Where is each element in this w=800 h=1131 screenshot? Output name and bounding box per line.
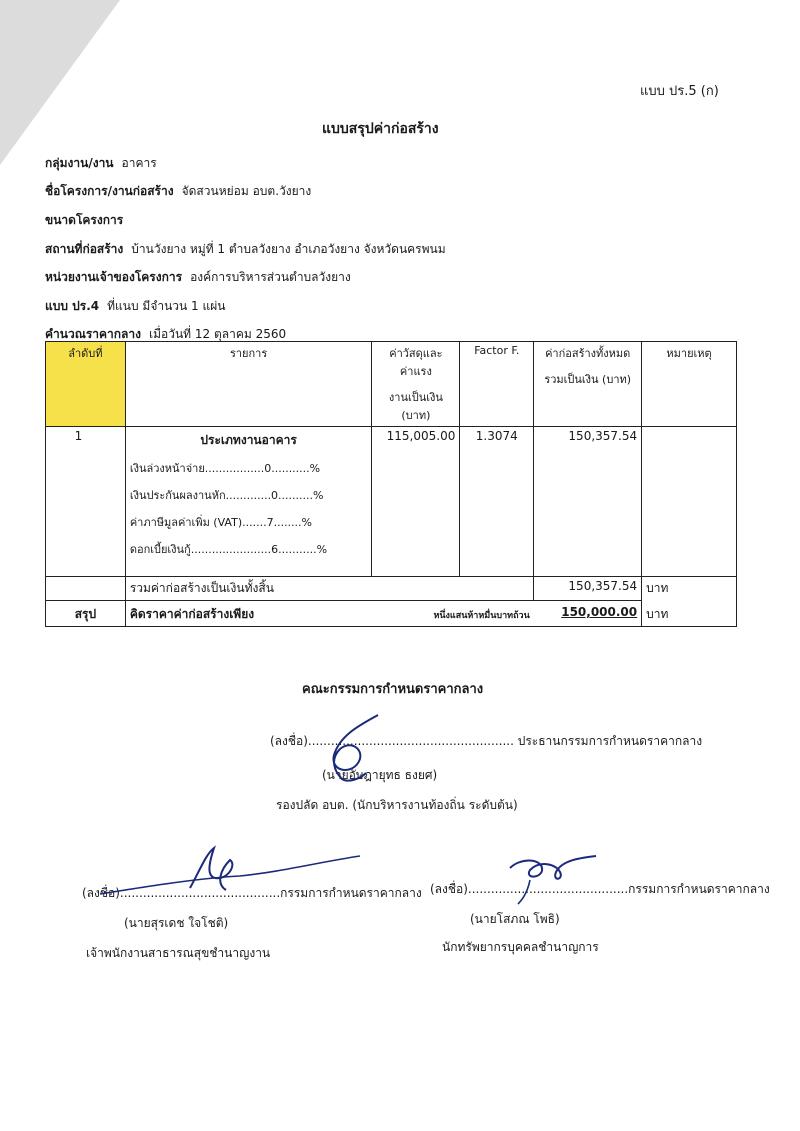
header-remark: หมายเหตุ (642, 342, 737, 427)
chair-sign-line: (ลงชื่อ)...................................................... ประธานกรรมการกำหนดราคากลาง (270, 734, 703, 748)
summary-row (46, 601, 737, 627)
header-material-labor (372, 342, 460, 427)
header-total-line1: ค่าก่อสร้างทั้งหมด (545, 347, 631, 360)
header-factor: Factor F. (460, 342, 534, 427)
member-left-position: เจ้าพนักงานสาธารณสุขชำนาญงาน (86, 946, 271, 960)
info-size (45, 211, 131, 230)
header-total-line2: รวมเป็นเงิน (บาท) (544, 373, 632, 386)
row-material-labor: 115,005.00 (372, 427, 460, 577)
member-right-signature-icon (500, 850, 610, 910)
member-right-name: (นายโสภณ โพธิ) (470, 912, 560, 926)
summary-label: สรุป (46, 601, 126, 627)
info-value: อาคาร (121, 156, 157, 170)
info-label: แบบ ปร.4 (45, 299, 100, 313)
detail-advance: เงินล่วงหน้าจ่าย.................0...........% (129, 462, 321, 475)
row-item-details (130, 459, 368, 558)
member-right-sign-line: (ลงชื่อ)..........................................กรรมการกำหนดราคากลาง (430, 882, 770, 896)
row-item (125, 427, 372, 577)
info-owner (45, 268, 351, 287)
member-left-name: (นายสุรเดช ใจโชติ) (124, 916, 229, 930)
chair-position: รองปลัด อบต. (นักบริหารงานท้องถิ่น ระดับต้น) (276, 798, 518, 812)
table-row (46, 427, 737, 577)
row-total: 150,357.54 (534, 427, 642, 577)
member-right-position: นักทรัพยากรบุคคลชำนาญการ (442, 940, 599, 954)
info-label: ขนาดโครงการ (45, 213, 124, 227)
sum-empty-cell (46, 577, 126, 601)
info-label: หน่วยงานเจ้าของโครงการ (45, 270, 183, 284)
info-value: องค์การบริหารส่วนตำบลวังยาง (190, 270, 351, 284)
row-item-title: ประเภทงานอาคาร (200, 433, 297, 447)
form-code: แบบ ปร.5 (ก) (640, 84, 719, 99)
header-item: รายการ (125, 342, 372, 427)
detail-vat: ค่าภาษีมูลค่าเพิ่ม (VAT).......7........% (129, 516, 313, 529)
info-label: กลุ่มงาน/งาน (45, 156, 114, 170)
chair-name: (นายอัษฎายุทธ ธงยศ) (322, 768, 438, 782)
committee-title: คณะกรรมการกำหนดราคากลาง (302, 682, 484, 697)
member-left-signature-icon (90, 840, 370, 910)
info-value: ที่แนบ มีจำนวน 1 แผ่น (107, 299, 226, 313)
summary-value-cell (534, 601, 642, 627)
sum-row (46, 577, 737, 601)
scan-fold-corner (0, 0, 120, 165)
header-total (534, 342, 642, 427)
sum-unit: บาท (642, 577, 737, 601)
row-remark (642, 427, 737, 577)
info-project (45, 182, 311, 201)
header-order: ลำดับที่ (46, 342, 126, 427)
sum-label: รวมค่าก่อสร้างเป็นเงินทั้งสิ้น (125, 577, 533, 601)
table-header-row (46, 342, 737, 427)
row-order: 1 (46, 427, 126, 577)
row-factor: 1.3074 (460, 427, 534, 577)
detail-guarantee: เงินประกันผลงานหัก.............0..........% (129, 489, 324, 502)
sum-value: 150,357.54 (534, 577, 642, 601)
info-group (45, 154, 157, 173)
header-material-labor-line1: ค่าวัสดุและค่าแรง (389, 347, 443, 378)
member-left-sign-line: (ลงชื่อ)..........................................กรรมการกำหนดราคากลาง (82, 886, 422, 900)
chair-signature-icon (300, 705, 420, 795)
info-label: คำนวณราคากลาง (45, 327, 142, 341)
info-value: จัดสวนหย่อม อบต.วังยาง (181, 184, 312, 198)
info-value: เมื่อวันที่ 12 ตุลาคม 2560 (149, 327, 287, 341)
summary-value: 150,000.00 (561, 605, 638, 619)
info-attachment (45, 297, 225, 316)
info-label: ชื่อโครงการ/งานก่อสร้าง (45, 184, 174, 198)
detail-interest: ดอกเบี้ยเงินกู้.......................6...........% (129, 543, 328, 556)
info-label: สถานที่ก่อสร้าง (45, 242, 124, 256)
summary-words: หนึ่งแสนห้าหมื่นบาทถ้วน (433, 611, 530, 621)
page-title: แบบสรุปค่าก่อสร้าง (322, 121, 439, 137)
cost-summary-table (45, 341, 737, 627)
info-location (45, 240, 446, 259)
header-material-labor-line2: งานเป็นเงิน (บาท) (388, 391, 443, 422)
info-value: บ้านวังยาง หมู่ที่ 1 ตำบลวังยาง อำเภอวังยาง จังหวัดนครพนม (131, 242, 446, 256)
summary-cell (125, 601, 533, 627)
summary-text: คิดราคาค่าก่อสร้างเพียง (129, 607, 255, 621)
summary-unit: บาท (642, 601, 737, 627)
